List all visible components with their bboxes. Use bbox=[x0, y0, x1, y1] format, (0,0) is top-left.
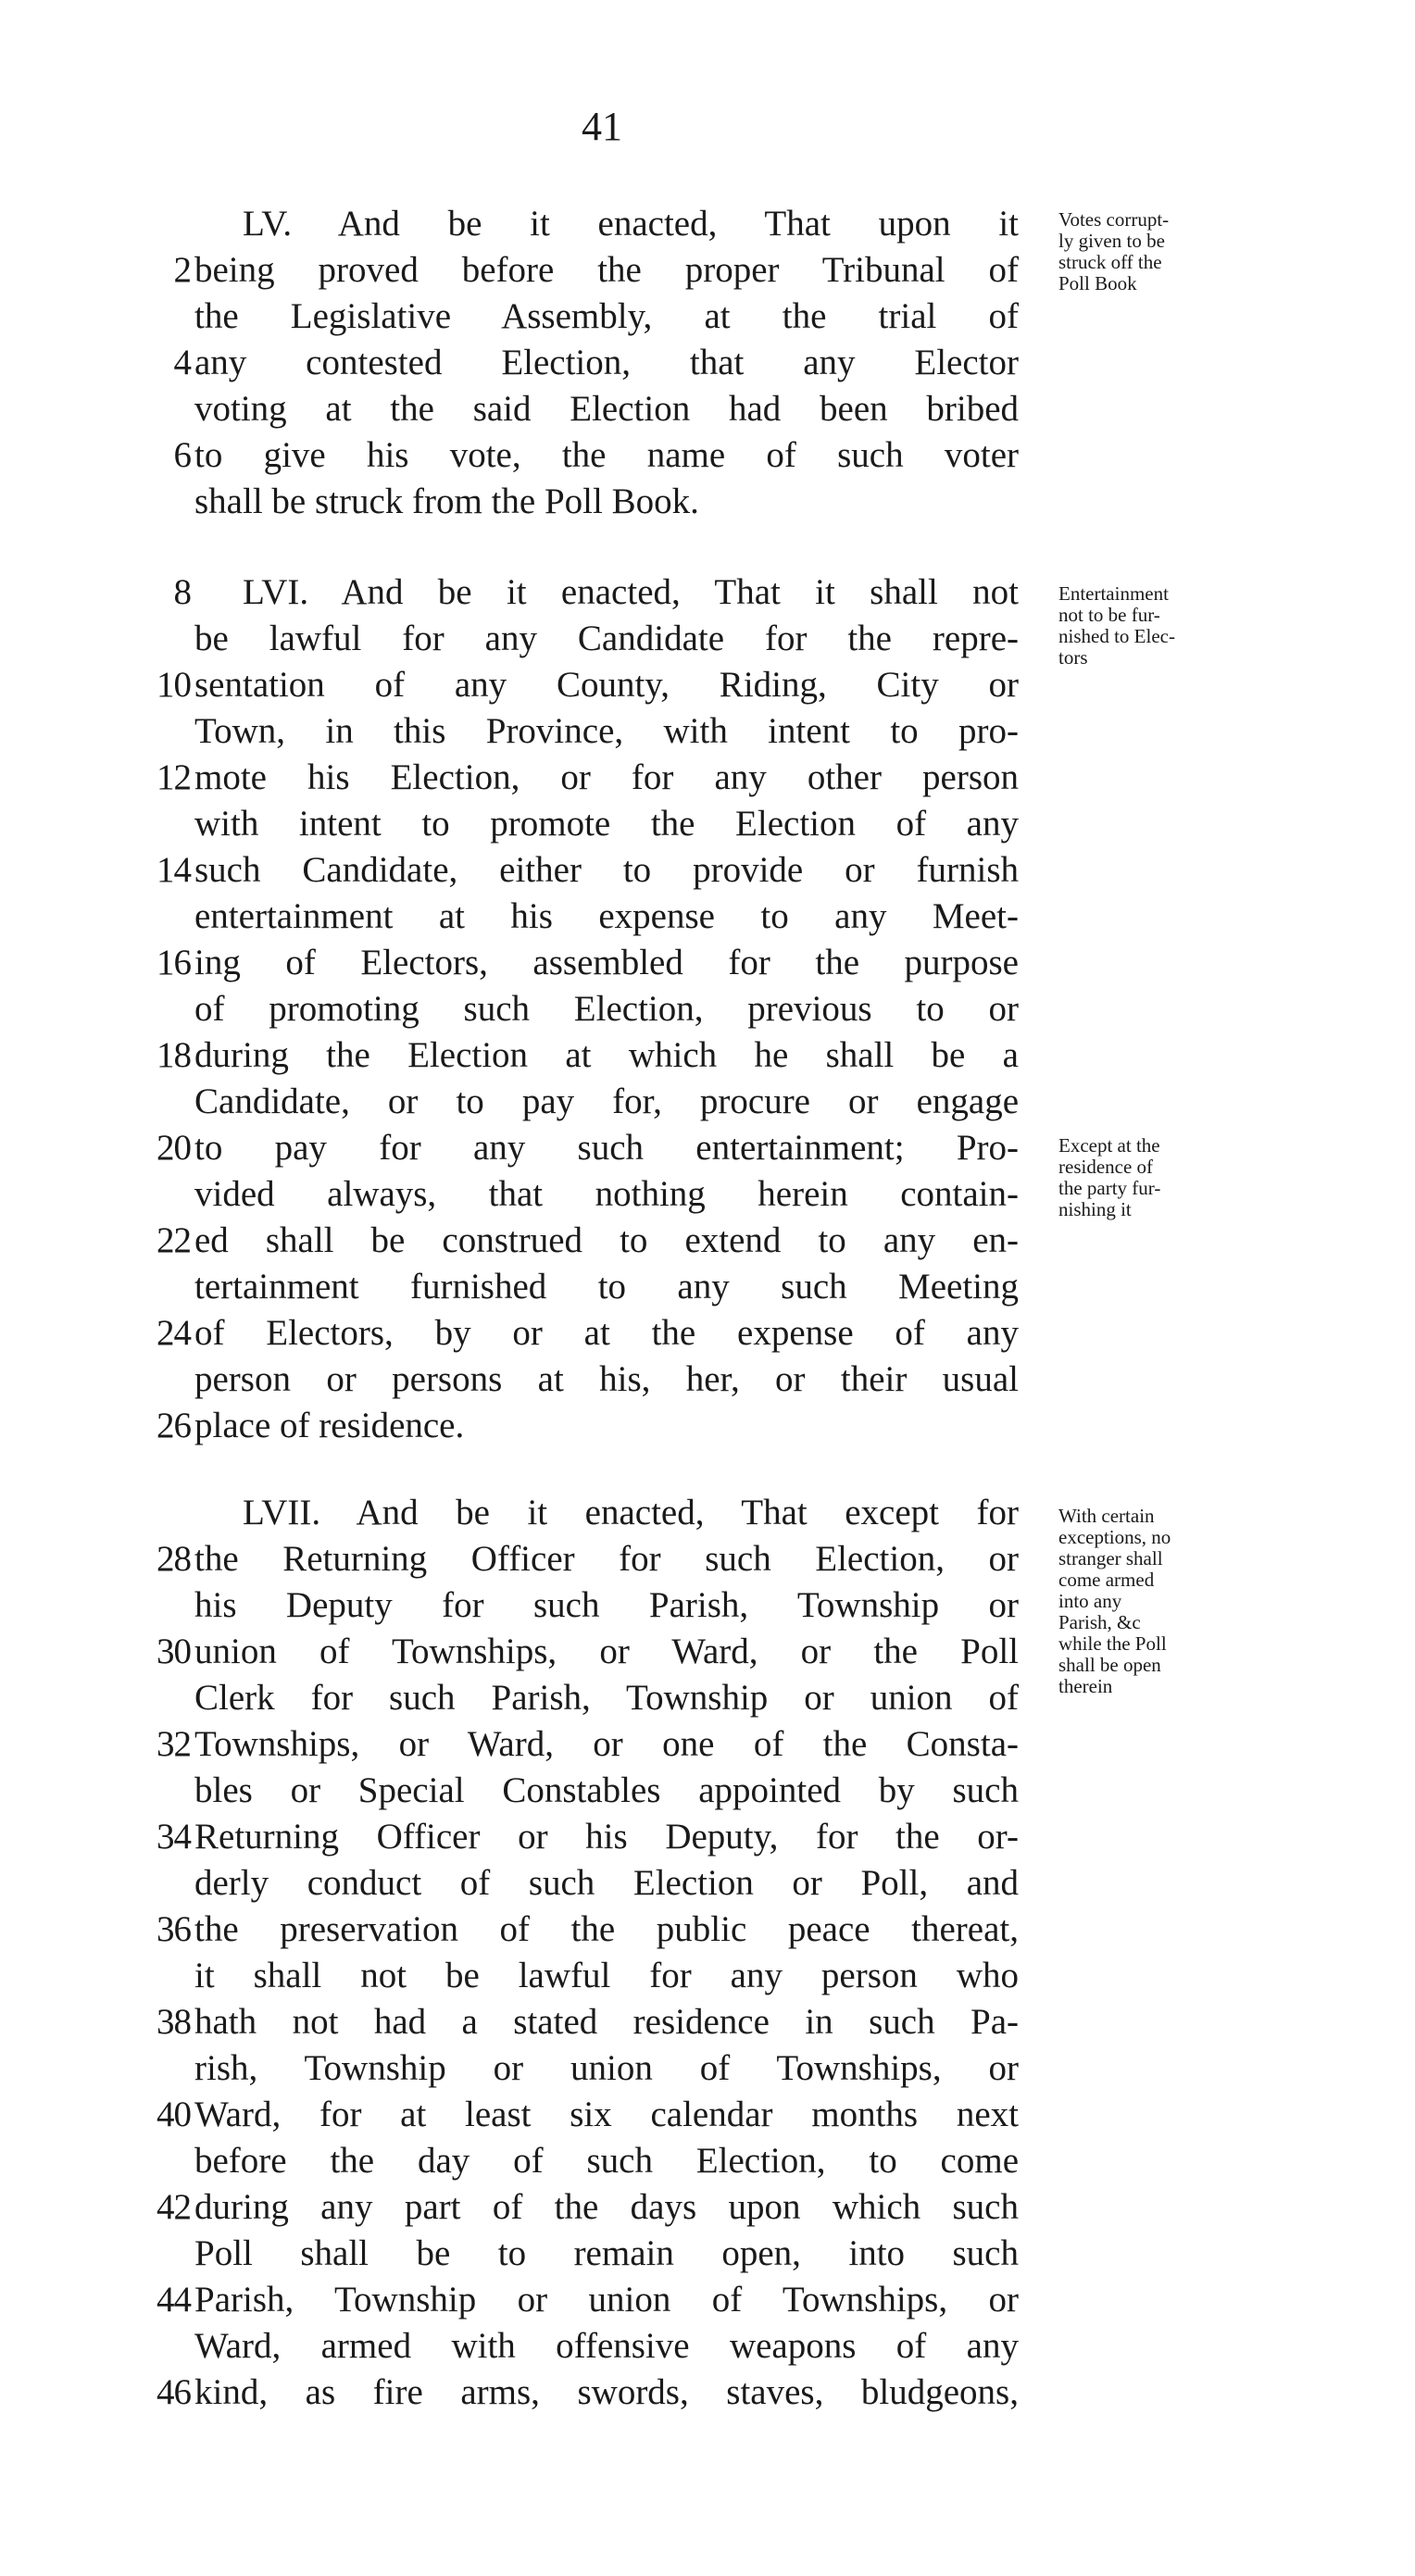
line-text: person or persons at his, her, or their usual bbox=[194, 1359, 1019, 1399]
line-text: Clerk for such Parish, Township or union of bbox=[194, 1678, 1019, 1718]
margin-note-line: while the Poll bbox=[1058, 1632, 1167, 1655]
text-line bbox=[0, 1356, 1415, 1404]
text-line bbox=[0, 707, 1415, 756]
text-line bbox=[0, 1309, 1415, 1357]
margin-note-line: tors bbox=[1058, 646, 1088, 669]
line-number: 34 bbox=[157, 1817, 191, 1857]
text-line bbox=[0, 1906, 1415, 1954]
line-text: place of residence. bbox=[194, 1406, 465, 1445]
text-line bbox=[0, 1032, 1415, 1080]
line-text: entertainment at his expense to any Meet- bbox=[194, 896, 1019, 936]
line-number: 6 bbox=[173, 435, 191, 475]
text-line bbox=[0, 478, 1415, 526]
line-text: Returning Officer or his Deputy, for the or- bbox=[194, 1817, 1019, 1857]
line-text: it shall not be lawful for any person who bbox=[194, 1956, 1019, 1995]
line-text: to pay for any such entertainment; Pro- bbox=[194, 1128, 1019, 1168]
line-text: ing of Electors, assembled for the purpose bbox=[194, 943, 1019, 982]
margin-note-line: Poll Book bbox=[1058, 272, 1137, 294]
line-number: 30 bbox=[157, 1632, 191, 1671]
line-text: such Candidate, either to provide or furnish bbox=[194, 850, 1019, 890]
line-number: 28 bbox=[157, 1539, 191, 1579]
line-number: 14 bbox=[157, 850, 191, 890]
text-line bbox=[0, 1767, 1415, 1815]
line-text: bles or Special Constables appointed by such bbox=[194, 1770, 1019, 1810]
line-number: 22 bbox=[157, 1220, 191, 1260]
line-text: LVII. And be it enacted, That except for bbox=[243, 1493, 1019, 1532]
text-line bbox=[0, 1217, 1415, 1265]
margin-note-line: come armed bbox=[1058, 1569, 1155, 1591]
page-number: 41 bbox=[582, 104, 622, 149]
text-line bbox=[0, 2091, 1415, 2139]
text-line bbox=[0, 1998, 1415, 2046]
text-line bbox=[0, 1078, 1415, 1126]
text-line bbox=[0, 2230, 1415, 2278]
line-text: Parish, Township or union of Townships, or bbox=[194, 2280, 1019, 2320]
line-number: 8 bbox=[173, 572, 191, 612]
text-line bbox=[0, 800, 1415, 848]
line-text: his Deputy for such Parish, Township or bbox=[194, 1585, 1019, 1625]
line-number: 40 bbox=[157, 2095, 191, 2134]
line-text: during the Election at which he shall be a bbox=[194, 1035, 1019, 1075]
margin-note-line: Votes corrupt- bbox=[1058, 208, 1170, 231]
text-line bbox=[0, 1263, 1415, 1311]
margin-note-line: nishing it bbox=[1058, 1198, 1132, 1220]
margin-note bbox=[1058, 1135, 1258, 1220]
text-line bbox=[0, 1859, 1415, 1907]
line-number: 20 bbox=[157, 1128, 191, 1168]
line-text: Ward, for at least six calendar months next bbox=[194, 2095, 1019, 2134]
margin-note bbox=[1058, 583, 1258, 669]
margin-note-line: struck off the bbox=[1058, 251, 1162, 273]
line-text: Ward, armed with offensive weapons of any bbox=[194, 2326, 1019, 2366]
line-text: voting at the said Election had been bribed bbox=[194, 389, 1019, 429]
line-text: Townships, or Ward, or one of the Consta- bbox=[194, 1724, 1019, 1764]
margin-note-line: shall be open bbox=[1058, 1654, 1161, 1676]
margin-note-line: ly given to be bbox=[1058, 230, 1165, 252]
line-text: be lawful for any Candidate for the repre- bbox=[194, 619, 1019, 658]
line-number: 42 bbox=[157, 2187, 191, 2227]
text-line bbox=[0, 2369, 1415, 2417]
text-line bbox=[0, 1720, 1415, 1769]
line-text: rish, Township or union of Townships, or bbox=[194, 2048, 1019, 2088]
margin-note bbox=[1058, 209, 1258, 294]
line-text: hath not had a stated residence in such Pa- bbox=[194, 2002, 1019, 2042]
line-number: 2 bbox=[173, 250, 191, 290]
margin-note-line: Entertainment bbox=[1058, 582, 1169, 605]
line-text: Town, in this Province, with intent to pro- bbox=[194, 711, 1019, 751]
line-number: 24 bbox=[157, 1313, 191, 1353]
line-text: Candidate, or to pay for, procure or engage bbox=[194, 1082, 1019, 1121]
line-text: LV. And be it enacted, That upon it bbox=[243, 204, 1019, 244]
line-text: with intent to promote the Election of any bbox=[194, 804, 1019, 844]
margin-note-line: Except at the bbox=[1058, 1134, 1160, 1157]
line-text: during any part of the days upon which such bbox=[194, 2187, 1019, 2227]
line-text: mote his Election, or for any other person bbox=[194, 757, 1019, 797]
line-text: LVI. And be it enacted, That it shall not bbox=[243, 572, 1019, 612]
line-text: sentation of any County, Riding, City or bbox=[194, 665, 1019, 705]
text-line bbox=[0, 1813, 1415, 1861]
line-text: to give his vote, the name of such voter bbox=[194, 435, 1019, 475]
margin-note-line: therein bbox=[1058, 1675, 1113, 1697]
line-text: the Legislative Assembly, at the trial of bbox=[194, 296, 1019, 336]
margin-note-line: Parish, &c bbox=[1058, 1611, 1141, 1633]
text-line bbox=[0, 939, 1415, 987]
line-number: 38 bbox=[157, 2002, 191, 2042]
margin-note-line: the party fur- bbox=[1058, 1177, 1161, 1199]
margin-note bbox=[1058, 1506, 1258, 1697]
margin-note-line: not to be fur- bbox=[1058, 604, 1160, 626]
line-text: kind, as fire arms, swords, staves, bludgeons, bbox=[194, 2372, 1019, 2412]
line-text: before the day of such Election, to come bbox=[194, 2141, 1019, 2181]
text-line bbox=[0, 985, 1415, 1033]
margin-note-line: nished to Elec- bbox=[1058, 625, 1175, 647]
line-number: 46 bbox=[157, 2372, 191, 2412]
line-text: of Electors, by or at the expense of any bbox=[194, 1313, 1019, 1353]
line-number: 26 bbox=[157, 1406, 191, 1445]
text-line bbox=[0, 385, 1415, 433]
margin-note-line: exceptions, no bbox=[1058, 1526, 1171, 1548]
margin-note-line: into any bbox=[1058, 1590, 1122, 1612]
line-text: any contested Election, that any Elector bbox=[194, 343, 1019, 382]
line-text: the preservation of the public peace thereat, bbox=[194, 1909, 1019, 1949]
text-line bbox=[0, 339, 1415, 387]
text-line bbox=[0, 754, 1415, 802]
line-text: being proved before the proper Tribunal of bbox=[194, 250, 1019, 290]
text-line bbox=[0, 293, 1415, 341]
line-number: 16 bbox=[157, 943, 191, 982]
text-line bbox=[0, 431, 1415, 480]
text-line bbox=[0, 2183, 1415, 2232]
line-text: ed shall be construed to extend to any en- bbox=[194, 1220, 1019, 1260]
line-text: the Returning Officer for such Election, or bbox=[194, 1539, 1019, 1579]
line-text: of promoting such Election, previous to or bbox=[194, 989, 1019, 1029]
text-line bbox=[0, 2045, 1415, 2093]
line-number: 10 bbox=[157, 665, 191, 705]
line-number: 12 bbox=[157, 757, 191, 797]
text-line bbox=[0, 2276, 1415, 2324]
line-text: Poll shall be to remain open, into such bbox=[194, 2233, 1019, 2273]
line-number: 36 bbox=[157, 1909, 191, 1949]
margin-note-line: stranger shall bbox=[1058, 1547, 1163, 1569]
margin-note-line: residence of bbox=[1058, 1156, 1154, 1178]
text-line bbox=[0, 1952, 1415, 2000]
text-line bbox=[0, 893, 1415, 941]
line-text: union of Townships, or Ward, or the Poll bbox=[194, 1632, 1019, 1671]
margin-note-line: With certain bbox=[1058, 1505, 1155, 1527]
line-text: vided always, that nothing herein contain- bbox=[194, 1174, 1019, 1214]
line-number: 18 bbox=[157, 1035, 191, 1075]
line-number: 4 bbox=[173, 343, 191, 382]
text-line bbox=[0, 846, 1415, 894]
line-text: tertainment furnished to any such Meeting bbox=[194, 1267, 1019, 1307]
text-line bbox=[0, 2322, 1415, 2370]
line-text: derly conduct of such Election or Poll, and bbox=[194, 1863, 1019, 1903]
line-number: 44 bbox=[157, 2280, 191, 2320]
text-line bbox=[0, 2137, 1415, 2185]
line-number: 32 bbox=[157, 1724, 191, 1764]
text-line bbox=[0, 1402, 1415, 1450]
line-text: shall be struck from the Poll Book. bbox=[194, 481, 699, 521]
